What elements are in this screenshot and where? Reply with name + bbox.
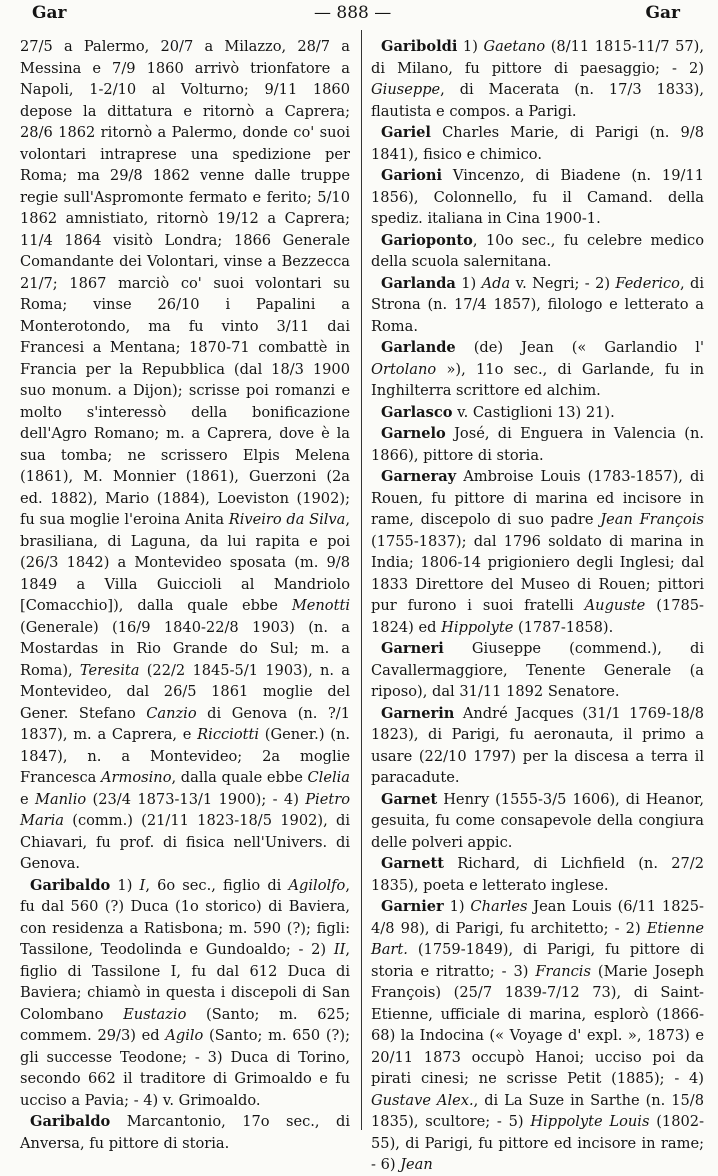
right-column <box>371 36 704 1176</box>
entry-text: Giuseppe (commend.), di Cavallermaggiore, Tenente Generale (a riposo), dal 31/11 1892 Senatore. <box>371 640 704 700</box>
header-left-guide-word: Gar <box>32 3 67 23</box>
italic-name: Teresita <box>79 661 140 679</box>
italic-name: Eustazio <box>123 1005 187 1023</box>
entry-text: (Santo; m. 650 (?); gli successe Teodone; - 3) Duca di Torino, secondo 662 il traditore di Grimoaldo e fu ucciso a Pavia; - 4) v. Grimoaldo. <box>20 1027 350 1109</box>
entry-text: (comm.) (21/11 1823-18/5 1902), di Chiavari, fu prof. di fisica nell'Univers. di Genova. <box>20 812 350 872</box>
italic-name: Gaetano <box>483 38 546 55</box>
italic-name: Jean <box>400 1156 433 1173</box>
entry-text: Henry (1555-3/5 1606), di Heanor, gesuita, fu come consapevole della congiura delle polveri appic. <box>371 790 704 851</box>
entry-text: (1755-1837); dal 1796 soldato di marina in India; 1806-14 prigioniero degli Inglesi; dal 1833 Direttore del Museo di Rouen; pittori pur furono i suoi fratelli <box>371 532 704 614</box>
dictionary-entry <box>371 165 704 230</box>
entry-headword: Garnelo <box>381 425 446 442</box>
entry-headword: Garneray <box>381 468 457 485</box>
entry-text: , 10o sec., fu celebre medico della scuola salernitana. <box>371 231 704 270</box>
dictionary-entry <box>371 423 704 466</box>
entry-headword: Garlande <box>381 339 456 356</box>
entry-headword: Gariboldi <box>381 38 458 55</box>
italic-name: Francis <box>535 962 591 980</box>
entry-text: (Gener.) (n. 1847), n. a Montevideo; 2a moglie Francesca <box>20 726 350 786</box>
italic-name: Giuseppe <box>371 81 441 98</box>
entry-text: , 6o sec., figlio di <box>145 876 289 894</box>
entry-text: e <box>20 790 35 808</box>
entry-text: Ambroise Louis (1783-1857), di Rouen, fu pittore di marina ed incisore in rame, discepolo di suo padre <box>371 468 704 528</box>
entry-text: (8/11 1815-11/7 57), di Milano, fu pittore di paesaggio; - 2) <box>371 38 704 77</box>
entry-text: José, di Enguera in Valencia (n. 1866), pittore di storia. <box>371 425 704 464</box>
italic-name: Riveiro da Silva <box>228 511 346 528</box>
entry-headword: Garioni <box>381 167 443 184</box>
entry-text: , dalla quale ebbe <box>171 769 308 786</box>
entry-text: , di Macerata (n. 17/3 1833), flautista e compos. a Parigi. <box>371 81 704 120</box>
entry-text: 1) <box>110 876 140 894</box>
entry-text: , brasiliana, di Laguna, da lui rapita e poi (26/3 1842) a Montevideo sposata (m. 9/8 1849 a Villa Guiccioli al Mandriolo [Comacchio]), dalla quale ebbe <box>20 511 350 614</box>
entry-text: (22/2 1845-5/1 1903), n. a Montevideo, dal 26/5 1861 moglie del Gener. Stefano <box>20 661 350 722</box>
entry-headword: Garnet <box>381 790 438 808</box>
dictionary-entry <box>371 337 704 402</box>
entry-headword: Garlanda <box>381 274 456 292</box>
italic-name: Agilo <box>165 1027 204 1044</box>
entry-text: , di La Suze in Sarthe (n. 15/8 1835), scultore; - 5) <box>371 1091 704 1130</box>
italic-name: Hippolyte Louis <box>530 1113 650 1130</box>
header-right-guide-word: Gar <box>645 3 680 23</box>
italic-name: Charles <box>470 898 528 915</box>
column-divider <box>361 30 362 1130</box>
italic-name: Auguste <box>584 597 646 614</box>
entry-text: v. Negri; - 2) <box>510 274 616 292</box>
entry-text: (1802-55), di Parigi, fu pittore ed incisore in rame; - 6) <box>371 1113 705 1173</box>
entry-text: Richard, di Lichfield (n. 27/2 1835), poeta e letterato inglese. <box>371 855 704 894</box>
dictionary-entry <box>371 703 704 789</box>
entry-headword: Garibaldo <box>30 1113 111 1130</box>
entry-headword: Garlasco <box>381 403 453 421</box>
entry-headword: Garnerin <box>381 704 455 722</box>
entry-text: , fu dal 560 (?) Duca (1o storico) di Baviera, con residenza a Ratisbona; m. 590 (?); figli: Tassilone, Teodolinda e Gundoaldo; - 2) <box>20 876 350 958</box>
left-column <box>20 36 350 1154</box>
dictionary-entry <box>371 122 704 165</box>
italic-name: Ada <box>481 274 511 292</box>
entry-text: Marcantonio, 17o sec., di Anversa, fu pittore di storia. <box>20 1113 350 1152</box>
entry-text: v. Castiglioni 13) 21). <box>452 403 615 421</box>
entry-text: (de) Jean (« Garlandio l' <box>455 339 704 356</box>
dictionary-entry <box>371 896 704 1176</box>
entry-text: (Santo; m. 625; commem. 29/3) ed <box>20 1005 350 1044</box>
entry-headword: Garibaldo <box>30 876 111 894</box>
page-number: — 888 — <box>314 3 392 23</box>
entry-headword: Gariel <box>381 124 431 141</box>
entry-text: Vincenzo, di Biadene (n. 19/11 1856), Colonnello, fu il Camand. della spediz. italiana in Cina 1900-1. <box>371 167 704 227</box>
entry-text: , di Strona (n. 17/4 1857), filologo e letterato a Roma. <box>371 274 704 335</box>
entry-headword: Garnett <box>381 855 444 872</box>
entry-text: 1) <box>457 38 484 55</box>
italic-name: Agilolfo <box>288 876 346 894</box>
italic-name: Canzio <box>146 704 197 722</box>
italic-name: Menotti <box>291 597 350 614</box>
entry-text: di Genova (n. ?/1 1837), m. a Caprera, e <box>20 704 351 743</box>
entry-text: Charles Marie, di Parigi (n. 9/8 1841), fisico e chimico. <box>371 124 704 163</box>
italic-name: I <box>139 876 146 894</box>
italic-name: Manlio <box>35 790 87 808</box>
entry-headword: Garioponto <box>381 231 473 249</box>
italic-name: Clelia <box>307 769 350 786</box>
entry-headword: Garneri <box>381 640 444 657</box>
dictionary-entry <box>371 853 704 896</box>
entry-text: André Jacques (31/1 1769-18/8 1823), di Parigi, fu aeronauta, il primo a usare (22/10 1797) per la discesa a terra il paracadute. <box>371 704 704 786</box>
italic-name: II <box>333 941 346 958</box>
entry-text: (23/4 1873-13/1 1900); - 4) <box>86 790 306 808</box>
entry-text: 1) <box>443 898 471 915</box>
dictionary-entry <box>20 875 350 1112</box>
entry-text: 1) <box>455 274 482 292</box>
entry-text: (1785-1824) ed <box>371 597 704 636</box>
dictionary-entry <box>371 638 704 703</box>
entry-text: »), 11o sec., di Garlande, fu in Inghilterra scrittore ed alchim. <box>371 360 704 399</box>
dictionary-entry <box>371 273 704 338</box>
entry-text: (Generale) (16/9 1840-22/8 1903) (n. a Mostardas in Rio Grande do Sul; m. a Roma), <box>20 618 350 679</box>
entry-headword: Garnier <box>381 898 444 915</box>
page-header <box>0 0 718 28</box>
italic-name: Pietro Maria <box>20 790 350 829</box>
dictionary-entry <box>371 789 704 854</box>
entry-text: Jean Louis (6/11 1825-4/8 98), di Parigi, fu architetto; - 2) <box>371 898 704 937</box>
dictionary-entry <box>371 230 704 273</box>
entry-continuation <box>20 36 350 875</box>
entry-text: (1787-1858). <box>513 618 614 636</box>
italic-name: Hippolyte <box>441 618 514 636</box>
italic-name: Armosino <box>101 769 172 786</box>
entry-text: (Marie Joseph François) (25/7 1839-7/12 73), di Saint-Etienne, ufficiale di marina, esplorò (1866-68) la Indocina (« Voyage d' expl. », 1873) e 20/11 1873 occupò Hanoi; ucciso poi da pirati cinesi; ne scrisse Petit (1885); - 4) <box>371 962 704 1087</box>
entry-text: (1759-1849), di Parigi, fu pittore di storia e ritratto; - 3) <box>371 941 704 980</box>
dictionary-entry <box>371 466 704 638</box>
dictionary-entry <box>371 402 704 424</box>
entry-text: , figlio di Tassilone I, fu dal 612 Duca di Baviera; chiamò in questa i discepoli di San Colombano <box>20 941 350 1023</box>
italic-name: Jean François <box>600 511 705 528</box>
italic-name: Ortolano <box>371 360 437 378</box>
italic-name: Federico <box>615 274 680 292</box>
dictionary-entry <box>371 36 704 122</box>
entry-text: 27/5 a Palermo, 20/7 a Milazzo, 28/7 a Messina e 7/9 1860 arrivò trionfatore a Napoli, 1-2/10 al Volturno; 9/11 1860 depose la dittatura e ritornò a Caprera; 28/6 1862 ritornò a Palermo, donde co' suoi volontari intraprese una spedizione per Roma; ma 29/8 1862 venne dalle truppe regie sull'Aspromonte fermato e ferito; 5/10 1862 amnistiato, ritornò 19/12 a Caprera; 11/4 1864 visitò Londra; 1866 Generale Comandante dei Volontari, vinse a Bezzecca 21/7; 1867 marciò co' suoi volontari su Roma; vinse 26/10 i Papalini a Monterotondo, ma fu vinto 3/11 dai Francesi a Mentana; 1870-71 combattè in Francia per la Repubblica (dal 18/3 1900 suo monum. a Dijon); scrisse poi romanzi e molto s'interessò della bonificazione dell'Agro Romano; m. a Caprera, dove è la sua tomba; ne scrissero Elpis Melena (1861), M. Monnier (1861), Guerzoni (2a ed. 1882), Mario (1884), Loeviston (1902); fu sua moglie l'eroina Anita <box>20 38 350 528</box>
italic-name: Ricciotti <box>197 726 260 743</box>
italic-name: Etienne Bart. <box>371 919 704 958</box>
italic-name: Gustave Alex. <box>371 1091 474 1109</box>
